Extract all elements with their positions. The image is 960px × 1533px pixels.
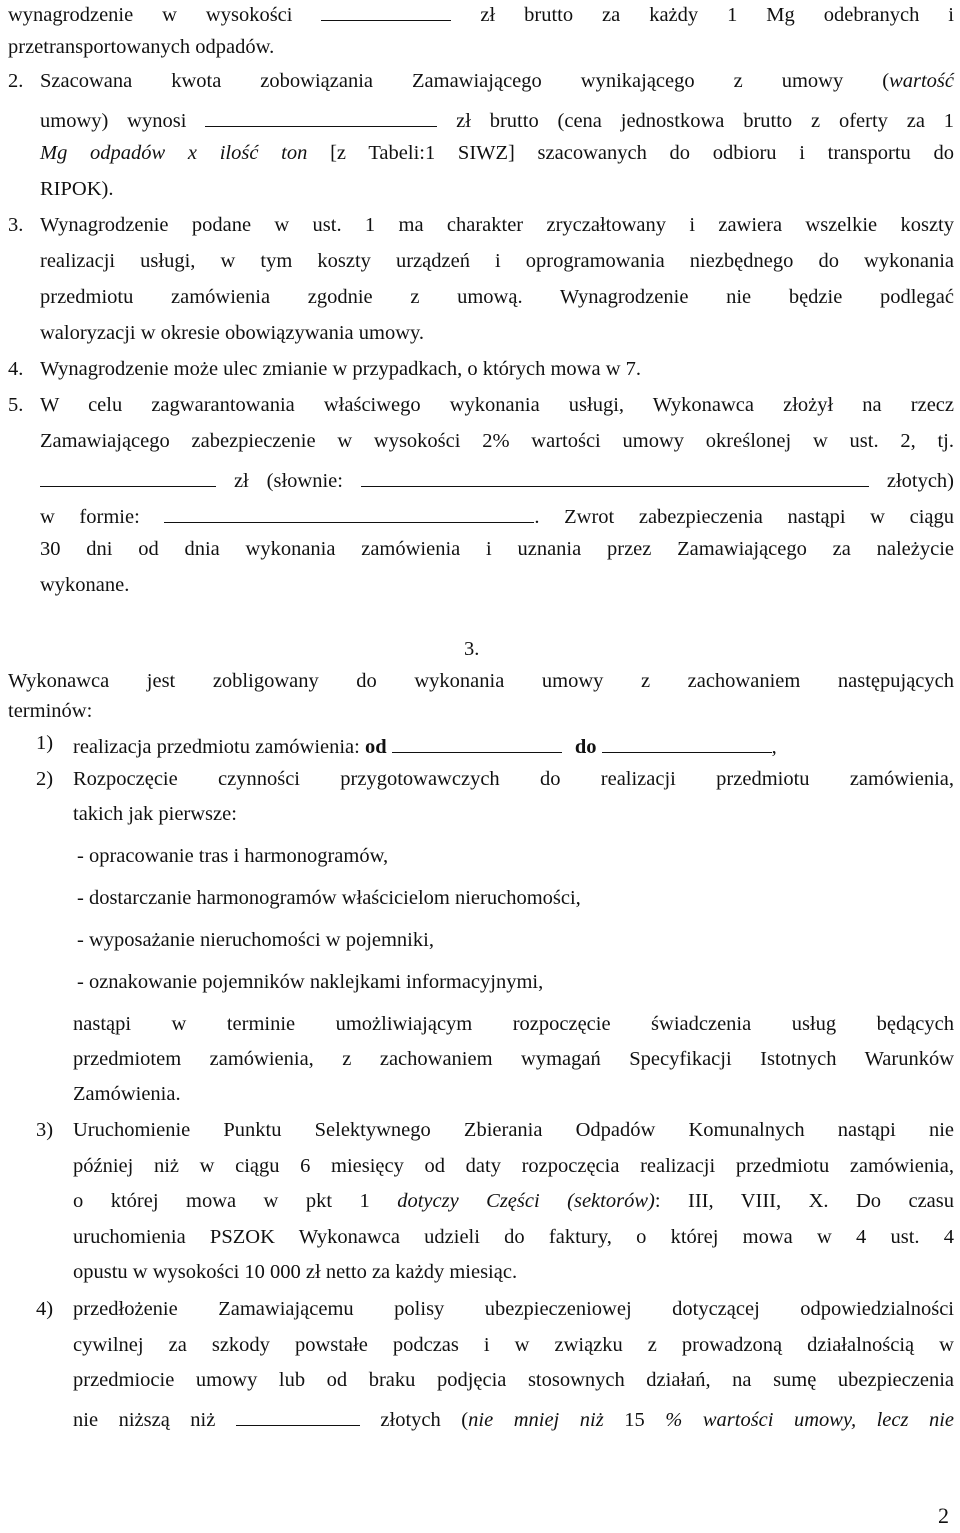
p5-line-6: wykonane.	[40, 574, 130, 596]
item-2-cont-2: przedmiotem zamówienia, z zachowaniem wymagań Specyfikacji Istotnych Warunków	[73, 1048, 954, 1070]
item-3-line-3	[73, 1190, 954, 1213]
p5-line-2: Zamawiającego zabezpieczenie w wysokości 2% wartości umowy określonej w ust. 2, tj.	[40, 430, 954, 452]
blank-line	[236, 1405, 360, 1426]
item-1-text	[73, 732, 954, 759]
item-2-cont-3: Zamówienia.	[73, 1083, 181, 1105]
p4-number: 4.	[8, 358, 24, 380]
page-number: 2	[938, 1503, 949, 1528]
p1-line-2: przetransportowanych odpadów.	[8, 36, 275, 58]
text: nie mniej niż	[468, 1409, 604, 1431]
item-3-number: 3)	[36, 1119, 54, 1141]
text: ,	[771, 736, 777, 758]
item-3-line-5: opustu w wysokości 10 000 zł netto za każdy miesiąc.	[73, 1261, 518, 1283]
p5-line-1: W celu zagwarantowania właściwego wykonania usługi, Wykonawca złożył na rzecz	[40, 394, 954, 416]
item-3-line-4: uruchomienia PSZOK Wykonawca udzieli do faktury, o której mowa w 4 ust. 4	[73, 1226, 954, 1248]
item-2-line-1: Rozpoczęcie czynności przygotowawczych do realizacji przedmiotu zamówienia,	[73, 768, 954, 790]
item-4-line-1: przedłożenie Zamawiającemu polisy ubezpieczeniowej dotyczącej odpowiedzialności	[73, 1298, 954, 1320]
text: nie niższą niż	[73, 1409, 216, 1431]
intro-line-2: terminów:	[8, 700, 93, 722]
p2-number: 2.	[8, 70, 24, 92]
text: % wartości umowy, lecz nie	[665, 1409, 955, 1431]
item-4-line-3: przedmiocie umowy lub od braku podjęcia stosownych działań, na sumę ubezpieczenia	[73, 1369, 954, 1391]
item-3-line-1: Uruchomienie Punktu Selektywnego Zbierania Odpadów Komunalnych nastąpi nie	[73, 1119, 954, 1141]
text: od	[364, 736, 387, 758]
blank-line	[392, 732, 562, 753]
text: zł brutto (cena jednostkowa brutto z oferty za 1	[456, 110, 955, 132]
p2-line-1	[40, 70, 954, 93]
text: zł brutto za każdy 1 Mg odebranych i	[480, 4, 954, 26]
text: : III, VIII, X. Do czasu	[654, 1190, 955, 1212]
text: wartość	[889, 70, 954, 92]
text: wynagrodzenie w wysokości	[8, 4, 293, 26]
item-2-number: 2)	[36, 768, 54, 790]
p5-number: 5.	[8, 394, 24, 416]
text: Szacowana kwota zobowiązania Zamawiającego wynikającego z umowy (	[40, 70, 890, 92]
item-2-line-2: takich jak pierwsze:	[73, 803, 237, 825]
text: zł (słownie:	[233, 470, 343, 492]
blank-line	[205, 106, 437, 127]
sub-item: - opracowanie tras i harmonogramów,	[77, 845, 389, 867]
blank-line	[602, 732, 772, 753]
blank-line	[40, 466, 216, 487]
p2-line-4: RIPOK).	[40, 178, 114, 200]
item-3-line-2: później niż w ciągu 6 miesięcy od daty rozpoczęcia realizacji przedmiotu zamówienia,	[73, 1155, 954, 1177]
p1-line-1	[8, 0, 954, 28]
item-4-line-2: cywilnej za szkody powstałe podczas i w związku z prowadzoną działalnością w	[73, 1334, 954, 1356]
blank-line	[164, 502, 534, 523]
text: złotych)	[886, 470, 955, 492]
p3-line-4: waloryzacji w okresie obowiązywania umowy.	[40, 322, 425, 344]
section-heading: 3.	[464, 638, 480, 660]
blank-line	[361, 466, 869, 487]
p3-number: 3.	[8, 214, 24, 236]
p2-line-3	[40, 142, 954, 165]
item-4-line-4	[73, 1405, 954, 1432]
sub-item: - wyposażanie nieruchomości w pojemniki,	[77, 929, 434, 951]
text: dotyczy Części (sektorów)	[397, 1190, 655, 1212]
text: 15	[603, 1409, 666, 1431]
text: o której mowa w pkt 1	[73, 1190, 398, 1212]
text: w formie:	[40, 506, 140, 528]
sub-item: - oznakowanie pojemników naklejkami informacyjnymi,	[77, 971, 544, 993]
text: realizacja przedmiotu zamówienia:	[73, 736, 365, 758]
p4-line-1: Wynagrodzenie może ulec zmianie w przypadkach, o których mowa w 7.	[40, 358, 642, 380]
p3-line-3: przedmiotu zamówienia zgodnie z umową. Wynagrodzenie nie będzie podlegać	[40, 286, 954, 308]
p3-line-1: Wynagrodzenie podane w ust. 1 ma charakter zryczałtowany i zawiera wszelkie koszty	[40, 214, 954, 236]
text: do	[574, 736, 597, 758]
p5-line-4	[40, 502, 954, 529]
text: Mg odpadów x ilość ton	[40, 142, 308, 164]
p3-line-2: realizacji usługi, w tym koszty urządzeń i oprogramowania niezbędnego do wykonania	[40, 250, 954, 272]
text: złotych (	[380, 1409, 469, 1431]
sub-item: - dostarczanie harmonogramów właścicielom nieruchomości,	[77, 887, 581, 909]
text: umowy) wynosi	[40, 110, 187, 132]
text: . Zwrot zabezpieczenia nastąpi w ciągu	[534, 506, 954, 528]
intro-line-1: Wykonawca jest zobligowany do wykonania umowy z zachowaniem następujących	[8, 670, 954, 692]
item-4-number: 4)	[36, 1298, 54, 1320]
p5-line-3	[40, 466, 954, 493]
blank-line	[321, 0, 451, 21]
text: [z Tabeli:1 SIWZ] szacowanych do odbioru i transportu do	[307, 142, 954, 164]
p2-line-2	[40, 106, 954, 133]
p5-line-5: 30 dni od dnia wykonania zamówienia i uznania przez Zamawiającego za należycie	[40, 538, 954, 560]
item-2-cont-1: nastąpi w terminie umożliwiającym rozpoczęcie świadczenia usług będących	[73, 1013, 954, 1035]
item-1-number: 1)	[36, 732, 54, 754]
